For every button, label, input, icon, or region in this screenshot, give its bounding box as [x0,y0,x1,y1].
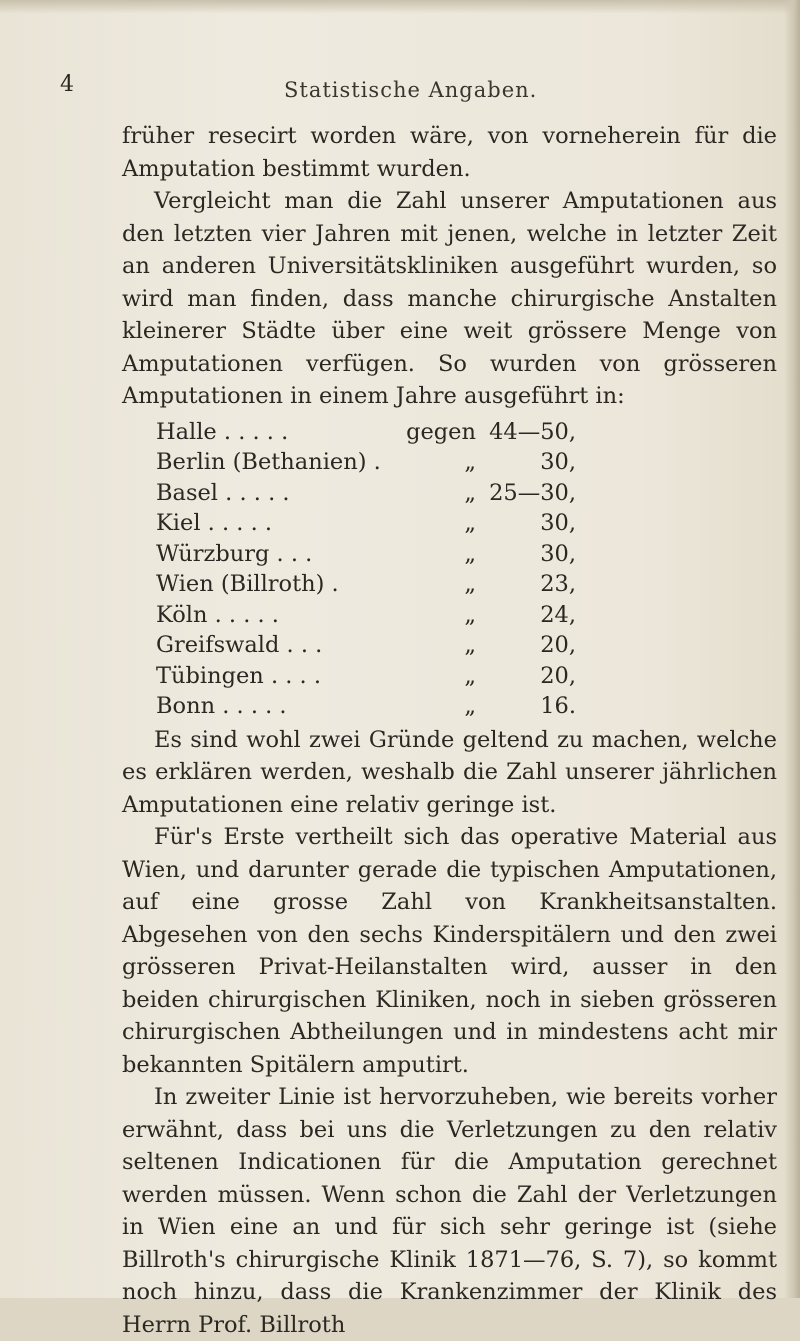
row-mark: „ [464,449,476,475]
amputation-count: 44—50, [489,418,576,445]
city-name: Halle . . . . . [156,418,289,445]
page-top-shadow [0,0,800,14]
amputation-count: 25—30, [489,479,576,506]
city-name: Tübingen . . . . [156,662,322,689]
amputation-count: 24, [540,601,576,628]
amputation-count: 30, [540,510,576,536]
city-name: Basel . . . . . [156,479,290,506]
amputation-count: 20, [540,632,576,658]
paragraph-second-reason: In zweiter Linie ist hervorzuheben, wie bereits vorher erwähnt, dass bei uns die Verletzungen zu den relativ seltenen Indicationen für die Amputation gerechnet werden müssen. Wenn schon die Zahl der Verletzungen in Wien eine an und für sich sehr geringe ist (siehe Billroth's chirurgische Klinik 1871—76, S. 7), so kommt noch hinzu, dass die Krankenzimmer der Klinik des Herrn Prof. Billroth [122,1084,777,1338]
row-mark: „ [464,479,476,506]
table-row [122,478,777,509]
table-row [122,691,777,722]
table-row [122,661,777,692]
city-name: Köln . . . . . [156,601,279,628]
amputation-count: 23, [540,571,576,597]
row-mark: „ [464,571,476,597]
row-mark: „ [464,601,476,628]
running-head: Statistische Angaben. [284,78,538,102]
amputation-count: 30, [540,540,576,567]
row-mark: gegen [406,418,476,445]
table-row [122,417,777,448]
page-number: 4 [60,72,74,97]
paragraph-continuation: früher resecirt worden wäre, von vorneherein für die Amputation bestimmt wurden. [122,123,777,182]
paragraph-first-reason: Für's Erste vertheilt sich das operative Material aus Wien, und darunter gerade die typischen Amputationen, auf eine grosse Zahl von Krankheitsanstalten. Abgesehen von den sechs Kinderspitälern und den zwei grösseren Privat-Heilanstalten wird, ausser in den beiden chirurgischen Kliniken, noch in sieben grösseren chirurgischen Abtheilungen und in mindestens acht mir bekannten Spitälern amputirt. [122,824,777,1078]
city-name: Greifswald . . . [156,632,323,658]
city-name: Wien (Billroth) . [156,571,339,597]
table-row [122,539,777,570]
row-mark: „ [464,632,476,658]
city-name: Berlin (Bethanien) . [156,449,381,475]
row-mark: „ [464,540,476,567]
table-row [122,630,777,661]
row-mark: „ [464,510,476,536]
amputation-table [122,417,777,722]
table-row [122,447,777,478]
row-mark: „ [464,662,476,689]
table-row [122,600,777,631]
amputation-count: 16. [540,693,576,719]
row-mark: „ [464,693,476,719]
city-name: Würzburg . . . [156,540,313,567]
paragraph-comparison: Vergleicht man die Zahl unserer Amputationen aus den letzten vier Jahren mit jenen, welche in letzter Zeit an anderen Universitätskliniken ausgeführt wurden, so wird man finden, dass manche chirurgische Anstalten kleinerer Städte über eine weit grössere Menge von Amputationen verfügen. So wurden von grösseren Amputationen in einem Jahre ausgeführt in: [122,188,777,409]
amputation-count: 30, [540,449,576,475]
table-row [122,569,777,600]
body-text [122,120,777,1341]
table-row [122,508,777,539]
amputation-count: 20, [540,662,576,689]
city-name: Kiel . . . . . [156,510,273,536]
page-edge-shadow [784,0,800,1298]
paragraph-reasons: Es sind wohl zwei Gründe geltend zu machen, welche es erklären werden, weshalb die Zahl unserer jährlichen Amputationen eine relativ geringe ist. [122,726,777,818]
city-name: Bonn . . . . . [156,693,287,719]
